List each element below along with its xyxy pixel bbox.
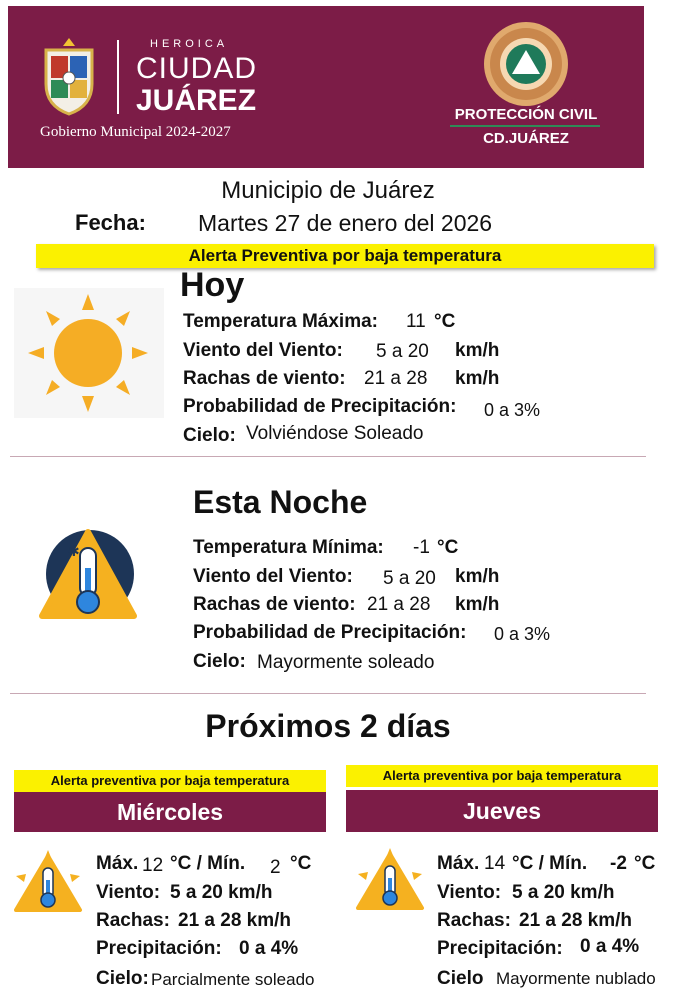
today-max-value: 11 <box>406 311 426 332</box>
tonight-min-value: -1 <box>413 537 430 558</box>
today-sky-label: Cielo: <box>183 425 236 446</box>
day-gust-value: 21 a 28 km/h <box>178 910 292 931</box>
day-max-label: Máx. <box>437 853 480 874</box>
tonight-sky-value: Mayormente soleado <box>257 652 435 673</box>
day-precip-value: 0 a 4% <box>239 938 299 959</box>
today-wind-unit: km/h <box>455 340 500 361</box>
tonight-wind-unit: km/h <box>455 566 500 587</box>
today-title: Hoy <box>180 266 245 304</box>
tonight-gust-unit: km/h <box>455 594 500 615</box>
today-wind-value: 5 a 20 <box>376 341 429 362</box>
day-name-bar: Miércoles <box>14 792 326 832</box>
tonight-gust-value: 21 a 28 <box>367 594 431 615</box>
divider <box>10 693 646 694</box>
tonight-min-label: Temperatura Mínima: <box>193 537 384 558</box>
civil-protection-city: CD.JUÁREZ <box>483 130 569 147</box>
tonight-precip-label: Probabilidad de Precipitación: <box>193 622 467 643</box>
svg-text:✱: ✱ <box>68 544 80 560</box>
day-sky-label: Cielo <box>437 968 484 989</box>
civil-protection-label: PROTECCIÓN CIVIL <box>454 106 598 123</box>
city-name-1: CIUDAD <box>136 52 258 85</box>
tonight-min-unit: °C <box>437 537 459 558</box>
today-gust-unit: km/h <box>455 368 500 389</box>
day-wind-label: Viento: <box>96 882 161 903</box>
today-gust-label: Rachas de viento: <box>183 368 346 389</box>
header-divider <box>117 40 119 114</box>
cold-thermometer-icon <box>12 850 84 916</box>
day-wind-value: 5 a 20 km/h <box>170 882 273 903</box>
day-precip-label: Precipitación: <box>96 938 222 959</box>
day-min-unit: °C <box>634 853 656 874</box>
day-temp-separator: °C / Mín. <box>170 853 246 874</box>
day-sky-value: Mayormente nublado <box>496 969 656 988</box>
today-max-unit: °C <box>434 311 456 332</box>
day-max-label: Máx. <box>96 853 139 874</box>
day-precip-value: 0 a 4% <box>580 936 640 957</box>
day-min-value: -2 <box>610 853 627 874</box>
tonight-wind-value: 5 a 20 <box>383 568 436 589</box>
tonight-gust-label: Rachas de viento: <box>193 594 356 615</box>
date-value: Martes 27 de enero del 2026 <box>198 210 493 236</box>
tonight-title: Esta Noche <box>193 484 368 520</box>
civil-protection-underline <box>450 125 600 127</box>
next-days-title: Próximos 2 días <box>205 708 451 744</box>
today-max-label: Temperatura Máxima: <box>183 311 378 332</box>
coat-of-arms-icon <box>38 36 100 118</box>
day-min-value: 2 <box>270 857 281 878</box>
tonight-wind-label: Viento del Viento: <box>193 566 353 587</box>
today-sky-value: Volviéndose Soleado <box>246 423 424 444</box>
day-wind-label: Viento: <box>437 882 502 903</box>
day-gust-label: Rachas: <box>437 910 511 931</box>
today-gust-value: 21 a 28 <box>364 368 428 389</box>
day-sky-value: Parcialmente soleado <box>151 970 315 989</box>
day-min-unit: °C <box>290 853 312 874</box>
civil-protection-emblem-icon <box>482 20 570 108</box>
tonight-sky-label: Cielo: <box>193 651 246 672</box>
city-name-2: JUÁREZ <box>136 84 257 117</box>
sun-icon <box>14 288 164 418</box>
divider <box>10 456 646 457</box>
day-max-value: 12 <box>142 855 164 876</box>
tonight-precip-value: 0 a 3% <box>494 624 551 644</box>
day-name-bar: Jueves <box>346 790 658 832</box>
alert-banner: Alerta Preventiva por baja temperatura <box>36 244 654 268</box>
day-precip-label: Precipitación: <box>437 938 563 959</box>
today-wind-label: Viento del Viento: <box>183 340 343 361</box>
day-alert-banner: Alerta preventiva por baja temperatura <box>14 770 326 792</box>
today-precip-label: Probabilidad de Precipitación: <box>183 396 457 417</box>
today-precip-value: 0 a 3% <box>484 400 541 420</box>
cold-thermometer-icon <box>354 848 426 914</box>
day-gust-label: Rachas: <box>96 910 170 931</box>
day-temp-separator: °C / Mín. <box>512 853 588 874</box>
day-sky-label: Cielo: <box>96 968 149 989</box>
municipality-title: Municipio de Juárez <box>221 177 435 204</box>
day-alert-banner: Alerta preventiva por baja temperatura <box>346 765 658 787</box>
day-wind-value: 5 a 20 km/h <box>512 882 615 903</box>
city-prefix: HEROICA <box>150 38 229 50</box>
day-max-value: 14 <box>484 853 506 874</box>
cold-thermometer-icon <box>38 526 138 626</box>
date-label: Fecha: <box>75 210 146 235</box>
day-gust-value: 21 a 28 km/h <box>519 910 633 931</box>
government-label: Gobierno Municipal 2024-2027 <box>40 124 231 140</box>
